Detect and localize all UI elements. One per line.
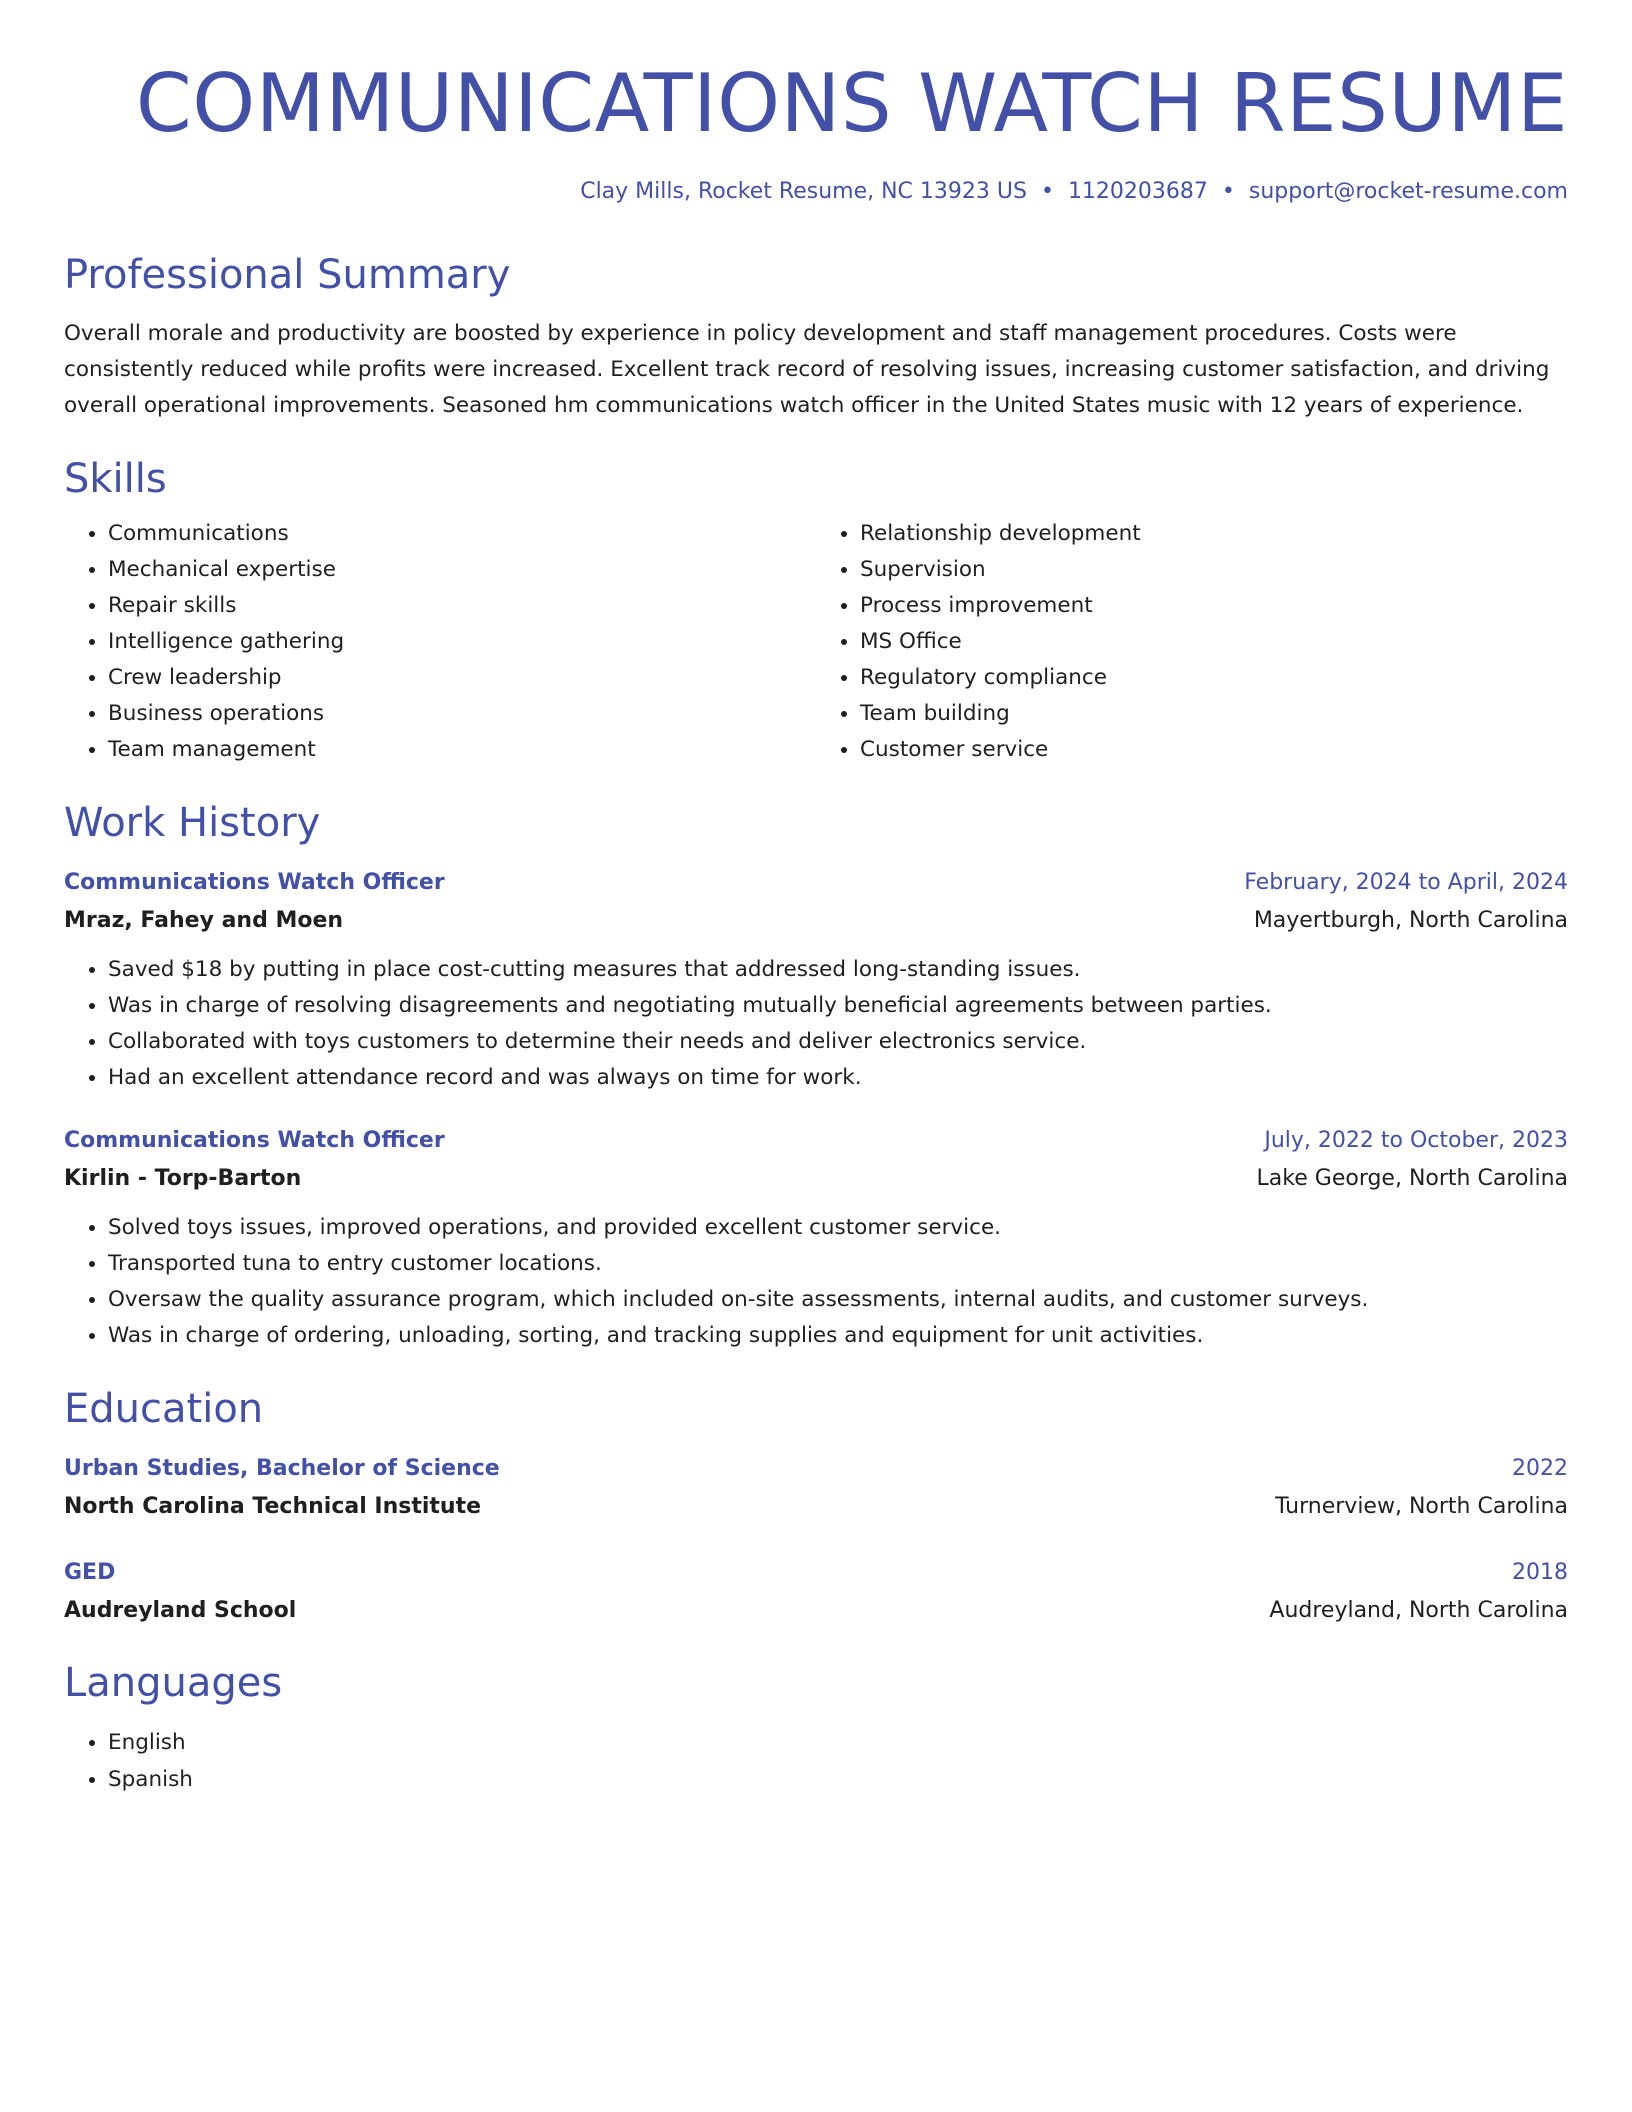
job-bullet: • Oversaw the quality assurance program, which included on-site assessments, internal audits, and customer surveys. bbox=[108, 1282, 1568, 1318]
job-company: Mraz, Fahey and Moen bbox=[64, 908, 344, 933]
job-company: Kirlin - Torp-Barton bbox=[64, 1166, 302, 1191]
language-item: • Spanish bbox=[108, 1761, 1568, 1798]
summary-heading: Professional Summary bbox=[64, 252, 511, 298]
contact-line bbox=[64, 176, 1568, 208]
skill-item: • Supervision bbox=[860, 552, 1568, 588]
skill-item: • Intelligence gathering bbox=[108, 624, 816, 660]
education-school: North Carolina Technical Institute bbox=[64, 1494, 482, 1519]
job-bullet: • Solved toys issues, improved operations, and provided excellent customer service. bbox=[108, 1210, 1568, 1246]
skill-item: • Repair skills bbox=[108, 588, 816, 624]
skill-item: • MS Office bbox=[860, 624, 1568, 660]
education-school-row bbox=[64, 1488, 1568, 1526]
job-bullet: • Collaborated with toys customers to determine their needs and deliver electronics service. bbox=[108, 1024, 1568, 1060]
skill-item: • Communications bbox=[108, 516, 816, 552]
skill-item: • Team building bbox=[860, 696, 1568, 732]
resume-header bbox=[64, 52, 1568, 208]
skill-item: • Team management bbox=[108, 732, 816, 768]
contact-address: Clay Mills, Rocket Resume, NC 13923 US bbox=[580, 179, 1027, 204]
education-year: 2018 bbox=[1512, 1560, 1568, 1585]
job-entry bbox=[64, 1122, 1568, 1354]
education-entry bbox=[64, 1450, 1568, 1526]
education-degree: GED bbox=[64, 1560, 116, 1585]
education-school-row bbox=[64, 1592, 1568, 1630]
languages-list bbox=[64, 1724, 1568, 1798]
skill-item: • Relationship development bbox=[860, 516, 1568, 552]
education-location: Turnerview, North Carolina bbox=[1275, 1494, 1568, 1519]
contact-separator: • bbox=[1040, 179, 1054, 204]
job-bullets bbox=[64, 952, 1568, 1096]
job-company-row bbox=[64, 902, 1568, 940]
education-school: Audreyland School bbox=[64, 1598, 297, 1623]
skills-columns bbox=[64, 516, 1568, 768]
job-bullet: • Transported tuna to entry customer locations. bbox=[108, 1246, 1568, 1282]
job-bullet: • Had an excellent attendance record and was always on time for work. bbox=[108, 1060, 1568, 1096]
job-role: Communications Watch Officer bbox=[64, 1128, 445, 1153]
education-entry bbox=[64, 1554, 1568, 1630]
resume-title: COMMUNICATIONS WATCH RESUME bbox=[135, 57, 1568, 150]
language-item: • English bbox=[108, 1724, 1568, 1761]
job-header-row bbox=[64, 1122, 1568, 1160]
skills-list-right bbox=[816, 516, 1568, 768]
job-entry bbox=[64, 864, 1568, 1096]
skill-item: • Regulatory compliance bbox=[860, 660, 1568, 696]
job-bullets bbox=[64, 1210, 1568, 1354]
skill-item: • Mechanical expertise bbox=[108, 552, 816, 588]
job-bullet: • Was in charge of ordering, unloading, sorting, and tracking supplies and equipment for unit activities. bbox=[108, 1318, 1568, 1354]
skills-heading: Skills bbox=[64, 456, 167, 502]
skill-item: • Process improvement bbox=[860, 588, 1568, 624]
languages-heading: Languages bbox=[64, 1660, 283, 1706]
work-history-heading: Work History bbox=[64, 800, 321, 846]
job-location: Lake George, North Carolina bbox=[1256, 1166, 1568, 1191]
contact-phone: 1120203687 bbox=[1067, 179, 1208, 204]
job-bullet: • Was in charge of resolving disagreements and negotiating mutually beneficial agreements between parties. bbox=[108, 988, 1568, 1024]
job-role: Communications Watch Officer bbox=[64, 870, 445, 895]
education-year: 2022 bbox=[1512, 1456, 1568, 1481]
skill-item: • Business operations bbox=[108, 696, 816, 732]
education-heading: Education bbox=[64, 1386, 264, 1432]
summary-text: Overall morale and productivity are boosted by experience in policy development and staff management procedures. Costs were consistently reduced while profits were increased. Excellent track record of resolving issues, increasing customer satisfaction, and driving overall operational improvements. Seasoned hm communications watch officer in the United States music with 12 years of experience. bbox=[64, 321, 1550, 418]
skill-item: • Customer service bbox=[860, 732, 1568, 768]
job-company-row bbox=[64, 1160, 1568, 1198]
contact-email: support@rocket-resume.com bbox=[1248, 179, 1568, 204]
job-location: Mayertburgh, North Carolina bbox=[1253, 908, 1568, 933]
contact-separator: • bbox=[1221, 179, 1235, 204]
education-header-row bbox=[64, 1554, 1568, 1592]
job-bullet: • Saved $18 by putting in place cost-cutting measures that addressed long-standing issues. bbox=[108, 952, 1568, 988]
education-header-row bbox=[64, 1450, 1568, 1488]
education-location: Audreyland, North Carolina bbox=[1269, 1598, 1568, 1623]
skill-item: • Crew leadership bbox=[108, 660, 816, 696]
skills-list-left bbox=[64, 516, 816, 768]
job-dates: February, 2024 to April, 2024 bbox=[1244, 870, 1568, 895]
job-header-row bbox=[64, 864, 1568, 902]
education-degree: Urban Studies, Bachelor of Science bbox=[64, 1456, 500, 1481]
job-dates: July, 2022 to October, 2023 bbox=[1264, 1128, 1568, 1153]
